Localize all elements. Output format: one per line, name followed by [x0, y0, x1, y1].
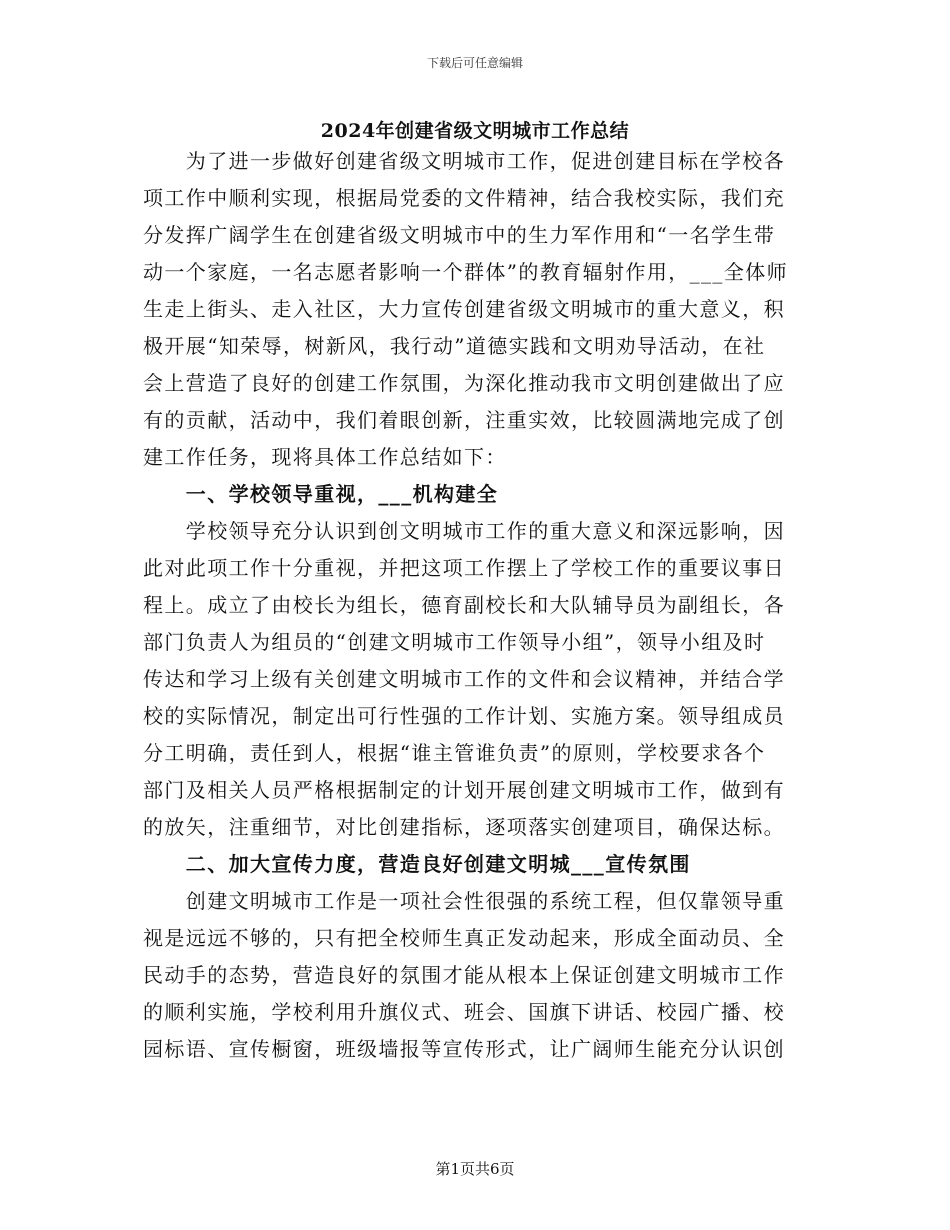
body-line: 民动手的态势，营造良好的氛围才能从根本上保证创建文明城市工作	[143, 963, 785, 987]
body-line: 分发挥广阔学生在创建省级文明城市中的生力军作用和“一名学生带	[143, 223, 776, 247]
body-line: 此对此项工作十分重视，并把这项工作摆上了学校工作的重要议事日	[143, 556, 785, 580]
body-line: 为了进一步做好创建省级文明城市工作，促进创建目标在学校各	[143, 149, 785, 173]
section-heading-2: 二、加大宣传力度，营造良好创建文明城___宣传氛围	[143, 852, 691, 876]
body-line: 部门负责人为组员的“创建文明城市工作领导小组”，领导小组及时	[143, 630, 766, 654]
header-note: 下载后可任意编辑	[426, 56, 523, 70]
section-heading-1: 一、学校领导重视，___机构建全	[143, 482, 499, 506]
body-line: 传达和学习上级有关创建文明城市工作的文件和会议精神，并结合学	[143, 667, 785, 691]
body-line: 园标语、宣传橱窗，班级墙报等宣传形式，让广阔师生能充分认识创	[143, 1037, 785, 1061]
body-line: 项工作中顺利实现，根据局党委的文件精神，结合我校实际，我们充	[143, 186, 785, 210]
body-line: 创建文明城市工作是一项社会性很强的系统工程，但仅靠领导重	[143, 889, 785, 913]
body-line: 部门及相关人员严格根据制定的计划开展创建文明城市工作，做到有	[143, 778, 785, 802]
body-line: 的放矢，注重细节，对比创建指标，逐项落实创建项目，确保达标。	[143, 815, 785, 839]
document-title: 2024年创建省级文明城市工作总结	[320, 120, 630, 142]
body-line: 会上营造了良好的创建工作氛围，为深化推动我市文明创建做出了应	[143, 371, 785, 395]
body-line: 程上。成立了由校长为组长，德育副校长和大队辅导员为副组长，各	[143, 593, 785, 617]
body-line: 有的贡献，活动中，我们着眼创新，注重实效，比较圆满地完成了创	[143, 408, 785, 432]
body-line: 动一个家庭，一名志愿者影响一个群体”的教育辐射作用，___全体师	[143, 260, 789, 284]
body-line: 的顺利实施，学校利用升旗仪式、班会、国旗下讲话、校园广播、校	[143, 1000, 785, 1024]
body-line: 校的实际情况，制定出可行性强的工作计划、实施方案。领导组成员	[143, 704, 785, 728]
body-line: 分工明确，责任到人，根据“谁主管谁负责”的原则，学校要求各个	[143, 741, 766, 765]
body-line: 极开展“知荣辱，树新风，我行动”道德实践和文明劝导活动，在社	[143, 334, 766, 358]
page-number-footer: 第1页共6页	[435, 1160, 515, 1178]
body-line: 建工作任务，现将具体工作总结如下：	[143, 445, 507, 469]
body-line: 视是远远不够的，只有把全校师生真正发动起来，形成全面动员、全	[143, 926, 785, 950]
body-line: 生走上街头、走入社区，大力宣传创建省级文明城市的重大意义，积	[143, 297, 785, 321]
body-line: 学校领导充分认识到创文明城市工作的重大意义和深远影响，因	[143, 519, 785, 543]
document-body	[143, 143, 807, 1068]
